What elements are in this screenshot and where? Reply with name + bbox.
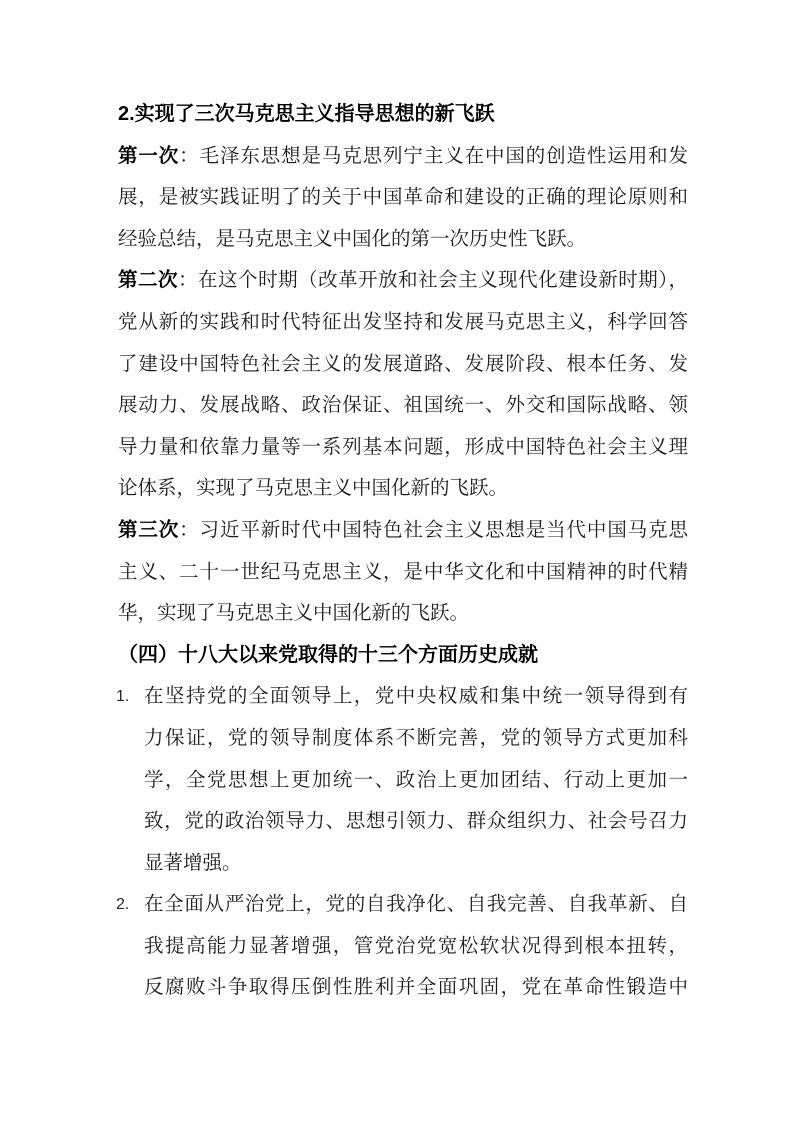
list-item-1-line-1: 在坚持党的全面领导上，党中央权威和集中统一领导得到有 [144,686,688,708]
list-item-2-line-3: 反腐败斗争取得压倒性胜利并全面巩固，党在革命性锻造中 [144,977,688,999]
section-heading-achievements: （四）十八大以来党取得的十三个方面历史成就 [118,643,538,666]
list-item-2-line-1: 在全面从严治党上，党的自我净化、自我完善、自我革新、自 [144,894,688,916]
list-item-2-line-2: 我提高能力显著增强，管党治党宽松软状况得到根本扭转， [144,935,688,957]
list-marker-1: 1. [116,688,130,706]
para-second-time-line-2: 党从新的实践和时代特征出发坚持和发展马克思主义，科学回答 [118,311,688,333]
para-second-time-line-1-rest: ：在这个时期（改革开放和社会主义现代化建设新时期）， [178,270,688,292]
lead-second-time: 第二次 [118,269,179,292]
para-first-time-line-1 [118,136,688,178]
para-first-time-line-3: 经验总结，是马克思主义中国化的第一次历史性飞跃。 [118,228,587,250]
list-item-1-line-4: 致，党的政治领导力、思想引领力、群众组织力、社会号召力 [144,811,688,833]
list-item-1 [118,676,688,884]
list-marker-2: 2. [116,896,130,914]
para-third-time-line-1-rest: ：习近平新时代中国特色社会主义思想是当代中国马克思 [179,519,688,541]
para-first-time-line-2: 展，是被实践证明了的关于中国革命和建设的正确的理论原则和 [118,187,688,209]
para-second-time-line-1 [118,260,688,302]
list-item-1-line-2: 力保证，党的领导制度体系不断完善，党的领导方式更加科 [144,727,688,749]
para-third-time-line-2: 主义、二十一世纪马克思主义，是中华文化和中国精神的时代精 [118,561,688,583]
para-second-time-line-5: 导力量和依靠力量等一系列基本问题，形成中国特色社会主义理 [118,436,688,458]
para-first-time-line-1-rest: ：毛泽东思想是马克思列宁主义在中国的创造性运用和发 [179,145,688,167]
list-item-1-line-3: 学，全党思想上更加统一、政治上更加团结、行动上更加一 [144,769,688,791]
section-heading-flyue: 2.实现了三次马克思主义指导思想的新飞跃 [118,103,495,125]
list-item-1-line-5: 显著增强。 [144,852,242,874]
list-item-2 [118,884,688,1009]
para-second-time-line-3: 了建设中国特色社会主义的发展道路、发展阶段、根本任务、发 [118,353,688,375]
document-body [118,94,688,1009]
para-third-time-line-3: 华，实现了马克思主义中国化新的飞跃。 [118,603,470,625]
para-second-time-line-6: 论体系，实现了马克思主义中国化新的飞跃。 [118,478,509,500]
para-third-time-line-1 [118,510,688,552]
para-second-time-line-4: 展动力、发展战略、政治保证、祖国统一、外交和国际战略、领 [118,395,688,417]
lead-third-time: 第三次 [118,518,180,541]
lead-first-time: 第一次 [118,144,180,167]
